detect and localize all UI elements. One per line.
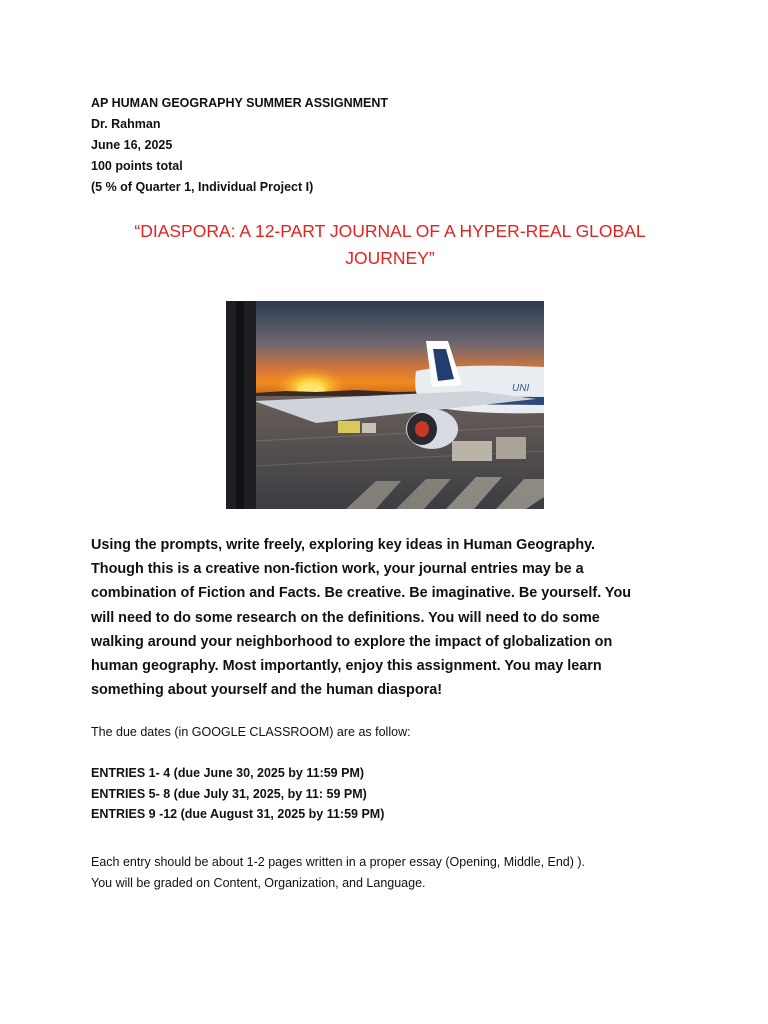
entry-length-note: Each entry should be about 1-2 pages written in a proper essay (Opening, Middle, End) ). (91, 855, 586, 869)
assignment-date: June 16, 2025 (91, 138, 173, 152)
ground-vehicle (338, 421, 360, 433)
instruction-line: walking around your neighborhood to explore the impact of globalization on (91, 633, 613, 650)
due-dates-intro: The due dates (in GOOGLE CLASSROOM) are as follow: (91, 725, 411, 739)
airport-sunset-photo (226, 301, 544, 509)
window-mullion (236, 301, 244, 509)
teacher-name: Dr. Rahman (91, 117, 161, 131)
journal-title-line-2: JOURNEY” (345, 248, 435, 268)
due-date-entry: ENTRIES 1- 4 (due June 30, 2025 by 11:59 PM) (91, 766, 365, 780)
airline-lettering: UNI (512, 383, 530, 394)
cargo-container (496, 437, 526, 459)
due-date-entry: ENTRIES 5- 8 (due July 31, 2025, by 11: 59 PM) (91, 786, 367, 801)
instruction-line: Using the prompts, write freely, exploring key ideas in Human Geography. (91, 537, 596, 553)
engine-fan (415, 421, 429, 437)
course-title: AP HUMAN GEOGRAPHY SUMMER ASSIGNMENT (91, 96, 389, 110)
ground-vehicle (362, 423, 376, 433)
journal-title (100, 218, 680, 272)
airport-sunset-illustration (226, 301, 544, 509)
due-date-entry: ENTRIES 9 -12 (due August 31, 2025 by 11:59 PM) (91, 807, 385, 821)
instruction-line: Though this is a creative non-fiction work, your journal entries may be a (91, 561, 584, 578)
instruction-line: combination of Fiction and Facts. Be creative. Be imaginative. Be yourself. You (91, 585, 632, 602)
assignment-instructions (91, 533, 691, 702)
grade-weight: (5 % of Quarter 1, Individual Project I) (91, 180, 314, 194)
grading-criteria-note: You will be graded on Content, Organization, and Language. (91, 875, 426, 890)
cargo-container (452, 441, 492, 461)
instruction-line: human geography. Most importantly, enjoy this assignment. You may learn (91, 658, 602, 675)
journal-title-line-1: “DIASPORA: A 12-PART JOURNAL OF A HYPER-REAL GLOBAL (134, 221, 646, 241)
due-dates-list (91, 763, 384, 825)
instruction-line: something about yourself and the human diaspora! (91, 682, 443, 699)
instruction-line: will need to do some research on the definitions. You will need to do some (91, 609, 600, 626)
assignment-header (91, 93, 388, 198)
points-total: 100 points total (91, 159, 183, 173)
grading-notes (91, 852, 585, 893)
